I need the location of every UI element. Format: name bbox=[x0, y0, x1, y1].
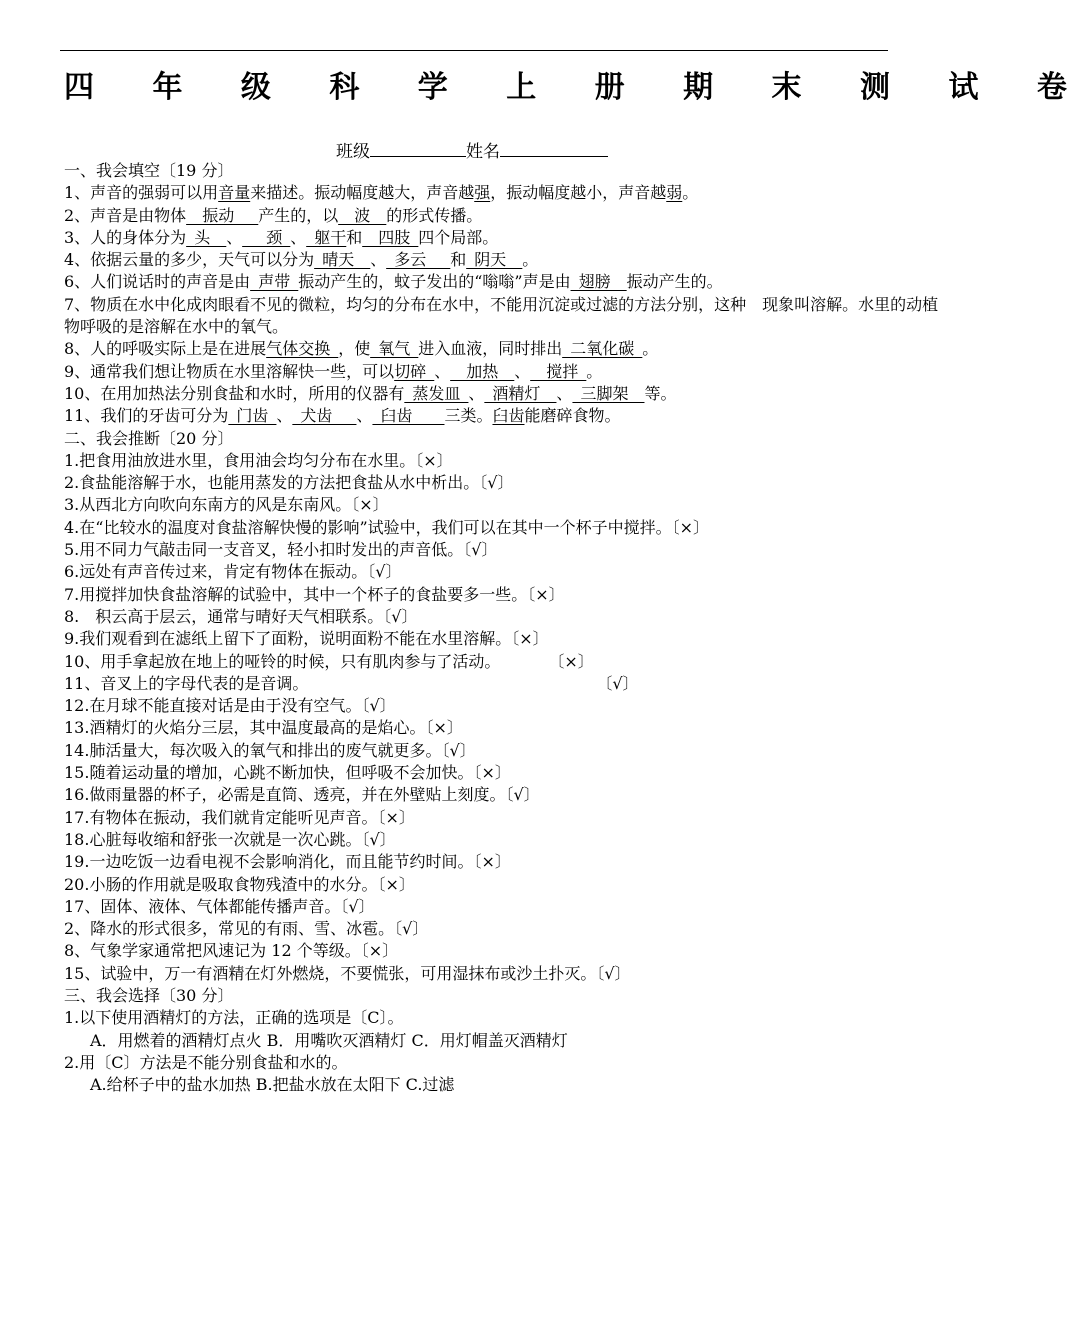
question-line bbox=[64, 361, 944, 383]
answer-fill: _头__ bbox=[186, 227, 227, 247]
question-line bbox=[64, 539, 944, 561]
question-line bbox=[64, 1007, 944, 1029]
text-segment: 、 bbox=[514, 361, 531, 381]
text-segment: 进入血液，同时排出 bbox=[418, 339, 563, 359]
question-line bbox=[64, 405, 944, 427]
text-segment: 6、人们说话时的声音是由 bbox=[64, 272, 251, 292]
answer-fill: _氧气_ bbox=[370, 339, 419, 359]
text-segment: 能磨碎食物。 bbox=[524, 406, 621, 426]
section-heading bbox=[64, 160, 944, 182]
text-segment: 的形式传播。 bbox=[386, 205, 483, 225]
text-segment: 10、用手拿起放在地上的哑铃的时候，只有肌肉参与了活动。 〔×〕 bbox=[64, 651, 594, 671]
question-line bbox=[64, 338, 944, 360]
text-segment: 2、声音是由物体 bbox=[64, 205, 187, 225]
text-segment: 、 bbox=[556, 383, 573, 403]
text-segment: 16.做雨量器的杯子，必需是直筒、透亮，并在外壁贴上刻度。〔√〕 bbox=[64, 785, 540, 805]
text-segment: 4.在“比较水的温度对食盐溶解快慢的影响”试验中，我们可以在其中一个杯子中搅拌。〔×〕 bbox=[64, 517, 710, 537]
text-segment: 来描述。振动幅度越大，声音越 bbox=[250, 183, 475, 203]
text-segment: 1.以下使用酒精灯的方法，正确的选项是〔C〕。 bbox=[64, 1008, 404, 1028]
text-segment: 二、我会推断〔20 分〕 bbox=[64, 428, 234, 448]
text-segment: A．用燃着的酒精灯点火 B．用嘴吹灭酒精灯 C．用灯帽盖灭酒精灯 bbox=[90, 1030, 568, 1050]
question-line bbox=[64, 717, 944, 739]
question-line bbox=[64, 182, 944, 204]
class-blank[interactable] bbox=[370, 138, 466, 157]
question-line bbox=[64, 294, 944, 339]
text-segment: 7、物质在水中化成肉眼看不见的微粒，均匀的分布在水中，不能用沉淀或过滤的方法分别，这种 现象叫溶解。水里的动植物呼吸的是溶解在水中的氧气。 bbox=[64, 294, 939, 337]
top-rule bbox=[60, 50, 888, 51]
text-segment: ，使 bbox=[338, 339, 371, 359]
text-segment: 振动产生的，蚊子发出的“嗡嗡”声是由 bbox=[298, 272, 571, 292]
page-title: 四 年 级 科 学 上 册 期 末 测 试 卷 bbox=[64, 70, 1091, 105]
text-segment: 、 bbox=[276, 406, 293, 426]
name-label: 姓名 bbox=[466, 142, 500, 162]
answer-fill: _酒精灯__ bbox=[484, 383, 557, 403]
question-line bbox=[64, 651, 944, 673]
text-segment: 10、在用加热法分别食盐和水时，所用的仪器有 bbox=[64, 383, 405, 403]
question-line bbox=[64, 874, 944, 896]
exam-body bbox=[64, 160, 944, 1096]
answer-fill: __四肢_ bbox=[362, 227, 419, 247]
question-line bbox=[64, 606, 944, 628]
section-heading bbox=[64, 985, 944, 1007]
question-line bbox=[64, 740, 944, 762]
answer-fill: _多云___ bbox=[386, 250, 451, 270]
section-heading bbox=[64, 428, 944, 450]
text-segment: 。 bbox=[586, 361, 603, 381]
text-segment: 3.从西北方向吹向东南方的风是东南风。〔×〕 bbox=[64, 495, 389, 515]
answer-fill: _躯干 bbox=[306, 227, 347, 247]
answer-fill: _蒸发皿_ bbox=[404, 383, 469, 403]
answer-fill: _翅膀__ bbox=[570, 272, 627, 292]
answer-fill: 弱 bbox=[666, 183, 683, 203]
answer-fill: _声带_ bbox=[250, 272, 299, 292]
text-segment: 2、降水的形式很多，常见的有雨、雪、冰雹。〔√〕 bbox=[64, 919, 429, 939]
question-line bbox=[64, 450, 944, 472]
question-line bbox=[64, 494, 944, 516]
text-segment: 一、我会填空〔19 分〕 bbox=[64, 161, 234, 180]
question-line bbox=[64, 1052, 944, 1074]
text-segment: 、 bbox=[290, 227, 307, 247]
text-segment: 18.心脏每收缩和舒张一次就是一次心跳。〔√〕 bbox=[64, 829, 396, 849]
question-line bbox=[64, 762, 944, 784]
text-segment: 17、固体、液体、气体都能传播声音。〔√〕 bbox=[64, 896, 375, 916]
answer-fill: _臼齿____ bbox=[372, 406, 445, 426]
text-segment: 。 bbox=[522, 250, 539, 270]
question-line bbox=[64, 918, 944, 940]
text-segment: ，振动幅度越小，声音越 bbox=[490, 183, 667, 203]
text-segment: 等。 bbox=[644, 383, 677, 403]
question-line bbox=[64, 561, 944, 583]
question-line bbox=[64, 227, 944, 249]
text-segment: 1、声音的强弱可以用 bbox=[64, 183, 219, 203]
text-segment: 15、试验中，万一有酒精在灯外燃烧，不要慌张，可用湿抹布或沙土扑灭。〔√〕 bbox=[64, 963, 631, 983]
question-line bbox=[64, 517, 944, 539]
text-segment: 、 bbox=[356, 406, 373, 426]
text-segment: 2.食盐能溶解于水，也能用蒸发的方法把食盐从水中析出。〔√〕 bbox=[64, 473, 514, 493]
text-segment: A.给杯子中的盐水加热 B.把盐水放在太阳下 C.过滤 bbox=[90, 1075, 455, 1095]
question-line bbox=[64, 829, 944, 851]
text-segment: 11、我们的牙齿可分为 bbox=[64, 406, 229, 426]
answer-fill: _二氧化碳_ bbox=[562, 339, 643, 359]
text-segment: 14.肺活量大，每次吸入的氧气和排出的废气就更多。〔√〕 bbox=[64, 740, 476, 760]
text-segment: 、 bbox=[434, 361, 451, 381]
answer-fill: 气体交换_ bbox=[266, 339, 339, 359]
question-line bbox=[64, 584, 944, 606]
question-line bbox=[64, 896, 944, 918]
text-segment: 、 bbox=[370, 250, 387, 270]
text-segment: 。 bbox=[682, 183, 699, 203]
text-segment: 、 bbox=[226, 227, 243, 247]
answer-fill: __振动___ bbox=[186, 205, 259, 225]
text-segment: 和 bbox=[346, 227, 363, 247]
text-segment: 、 bbox=[468, 383, 485, 403]
question-line bbox=[64, 205, 944, 227]
text-segment: 6.远处有声音传过来，肯定有物体在振动。〔√〕 bbox=[64, 562, 402, 582]
text-segment: 8、气象学家通常把风速记为 12 个等级。〔×〕 bbox=[64, 941, 399, 961]
text-segment: 三类。 bbox=[444, 406, 493, 426]
text-segment: 11、音叉上的字母代表的是音调。 〔√〕 bbox=[64, 673, 639, 693]
text-segment: 。 bbox=[642, 339, 659, 359]
answer-fill: __加热__ bbox=[450, 361, 515, 381]
text-segment: 振动产生的。 bbox=[626, 272, 723, 292]
question-line bbox=[64, 472, 944, 494]
text-segment: 四个局部。 bbox=[418, 227, 499, 247]
text-segment: 5.用不同力气敲击同一支音叉，轻小扣时发出的声音低。〔√〕 bbox=[64, 540, 498, 560]
question-line bbox=[64, 940, 944, 962]
text-segment: 8、人的呼吸实际上是在进展 bbox=[64, 339, 267, 359]
question-line bbox=[64, 807, 944, 829]
text-segment: 4、依据云量的多少，天气可以分为 bbox=[64, 250, 315, 270]
text-segment: 2.用〔C〕方法是不能分别食盐和水的。 bbox=[64, 1052, 348, 1072]
answer-options bbox=[64, 1074, 944, 1096]
text-segment: 8. 积云高于层云，通常与晴好天气相联系。〔√〕 bbox=[64, 606, 418, 626]
text-segment: 7.用搅拌加快食盐溶解的试验中，其中一个杯子的食盐要多一些。〔×〕 bbox=[64, 584, 565, 604]
answer-fill: _门齿_ bbox=[228, 406, 277, 426]
question-line bbox=[64, 673, 944, 695]
text-segment: 三、我会选择〔30 分〕 bbox=[64, 985, 234, 1005]
question-line bbox=[64, 271, 944, 293]
class-label: 班级 bbox=[336, 142, 370, 162]
text-segment: 1.把食用油放进水里，食用油会均匀分布在水里。〔×〕 bbox=[64, 450, 453, 470]
question-line bbox=[64, 963, 944, 985]
answer-fill: __搅拌_ bbox=[530, 361, 587, 381]
text-segment: 9、通常我们想让物质在水里溶解快一些，可以 bbox=[64, 361, 395, 381]
question-line bbox=[64, 383, 944, 405]
question-line bbox=[64, 784, 944, 806]
question-line bbox=[64, 851, 944, 873]
text-segment: 3、人的身体分为 bbox=[64, 227, 187, 247]
answer-fill: 臼齿 bbox=[492, 406, 525, 426]
answer-fill: _三脚架__ bbox=[572, 383, 645, 403]
answer-fill: _晴天__ bbox=[314, 250, 371, 270]
text-segment: 13.酒精灯的火焰分三层，其中温度最高的是焰心。〔×〕 bbox=[64, 718, 463, 738]
answer-fill: 强 bbox=[474, 183, 491, 203]
text-segment: 和 bbox=[450, 250, 467, 270]
text-segment: 产生的，以 bbox=[258, 205, 339, 225]
question-line bbox=[64, 249, 944, 271]
answer-fill: _阴天__ bbox=[466, 250, 523, 270]
name-blank[interactable] bbox=[500, 138, 608, 157]
text-segment: 17.有物体在振动，我们就肯定能听见声音。〔×〕 bbox=[64, 807, 415, 827]
answer-fill: 音量 bbox=[218, 183, 251, 203]
answer-fill: 切碎_ bbox=[394, 361, 435, 381]
question-line bbox=[64, 695, 944, 717]
answer-fill: __波__ bbox=[338, 205, 387, 225]
text-segment: 12.在月球不能直接对话是由于没有空气。〔√〕 bbox=[64, 696, 396, 716]
text-segment: 20.小肠的作用就是吸取食物残渣中的水分。〔×〕 bbox=[64, 874, 415, 894]
answer-fill: _犬齿___ bbox=[292, 406, 357, 426]
text-segment: 9.我们观看到在滤纸上留下了面粉，说明面粉不能在水里溶解。〔×〕 bbox=[64, 629, 549, 649]
question-line bbox=[64, 628, 944, 650]
answer-fill: ___颈_ bbox=[242, 227, 291, 247]
text-segment: 19.一边吃饭一边看电视不会影响消化，而且能节约时间。〔×〕 bbox=[64, 852, 511, 872]
answer-options bbox=[64, 1030, 944, 1052]
text-segment: 15.随着运动量的增加，心跳不断加快，但呼吸不会加快。〔×〕 bbox=[64, 763, 511, 783]
